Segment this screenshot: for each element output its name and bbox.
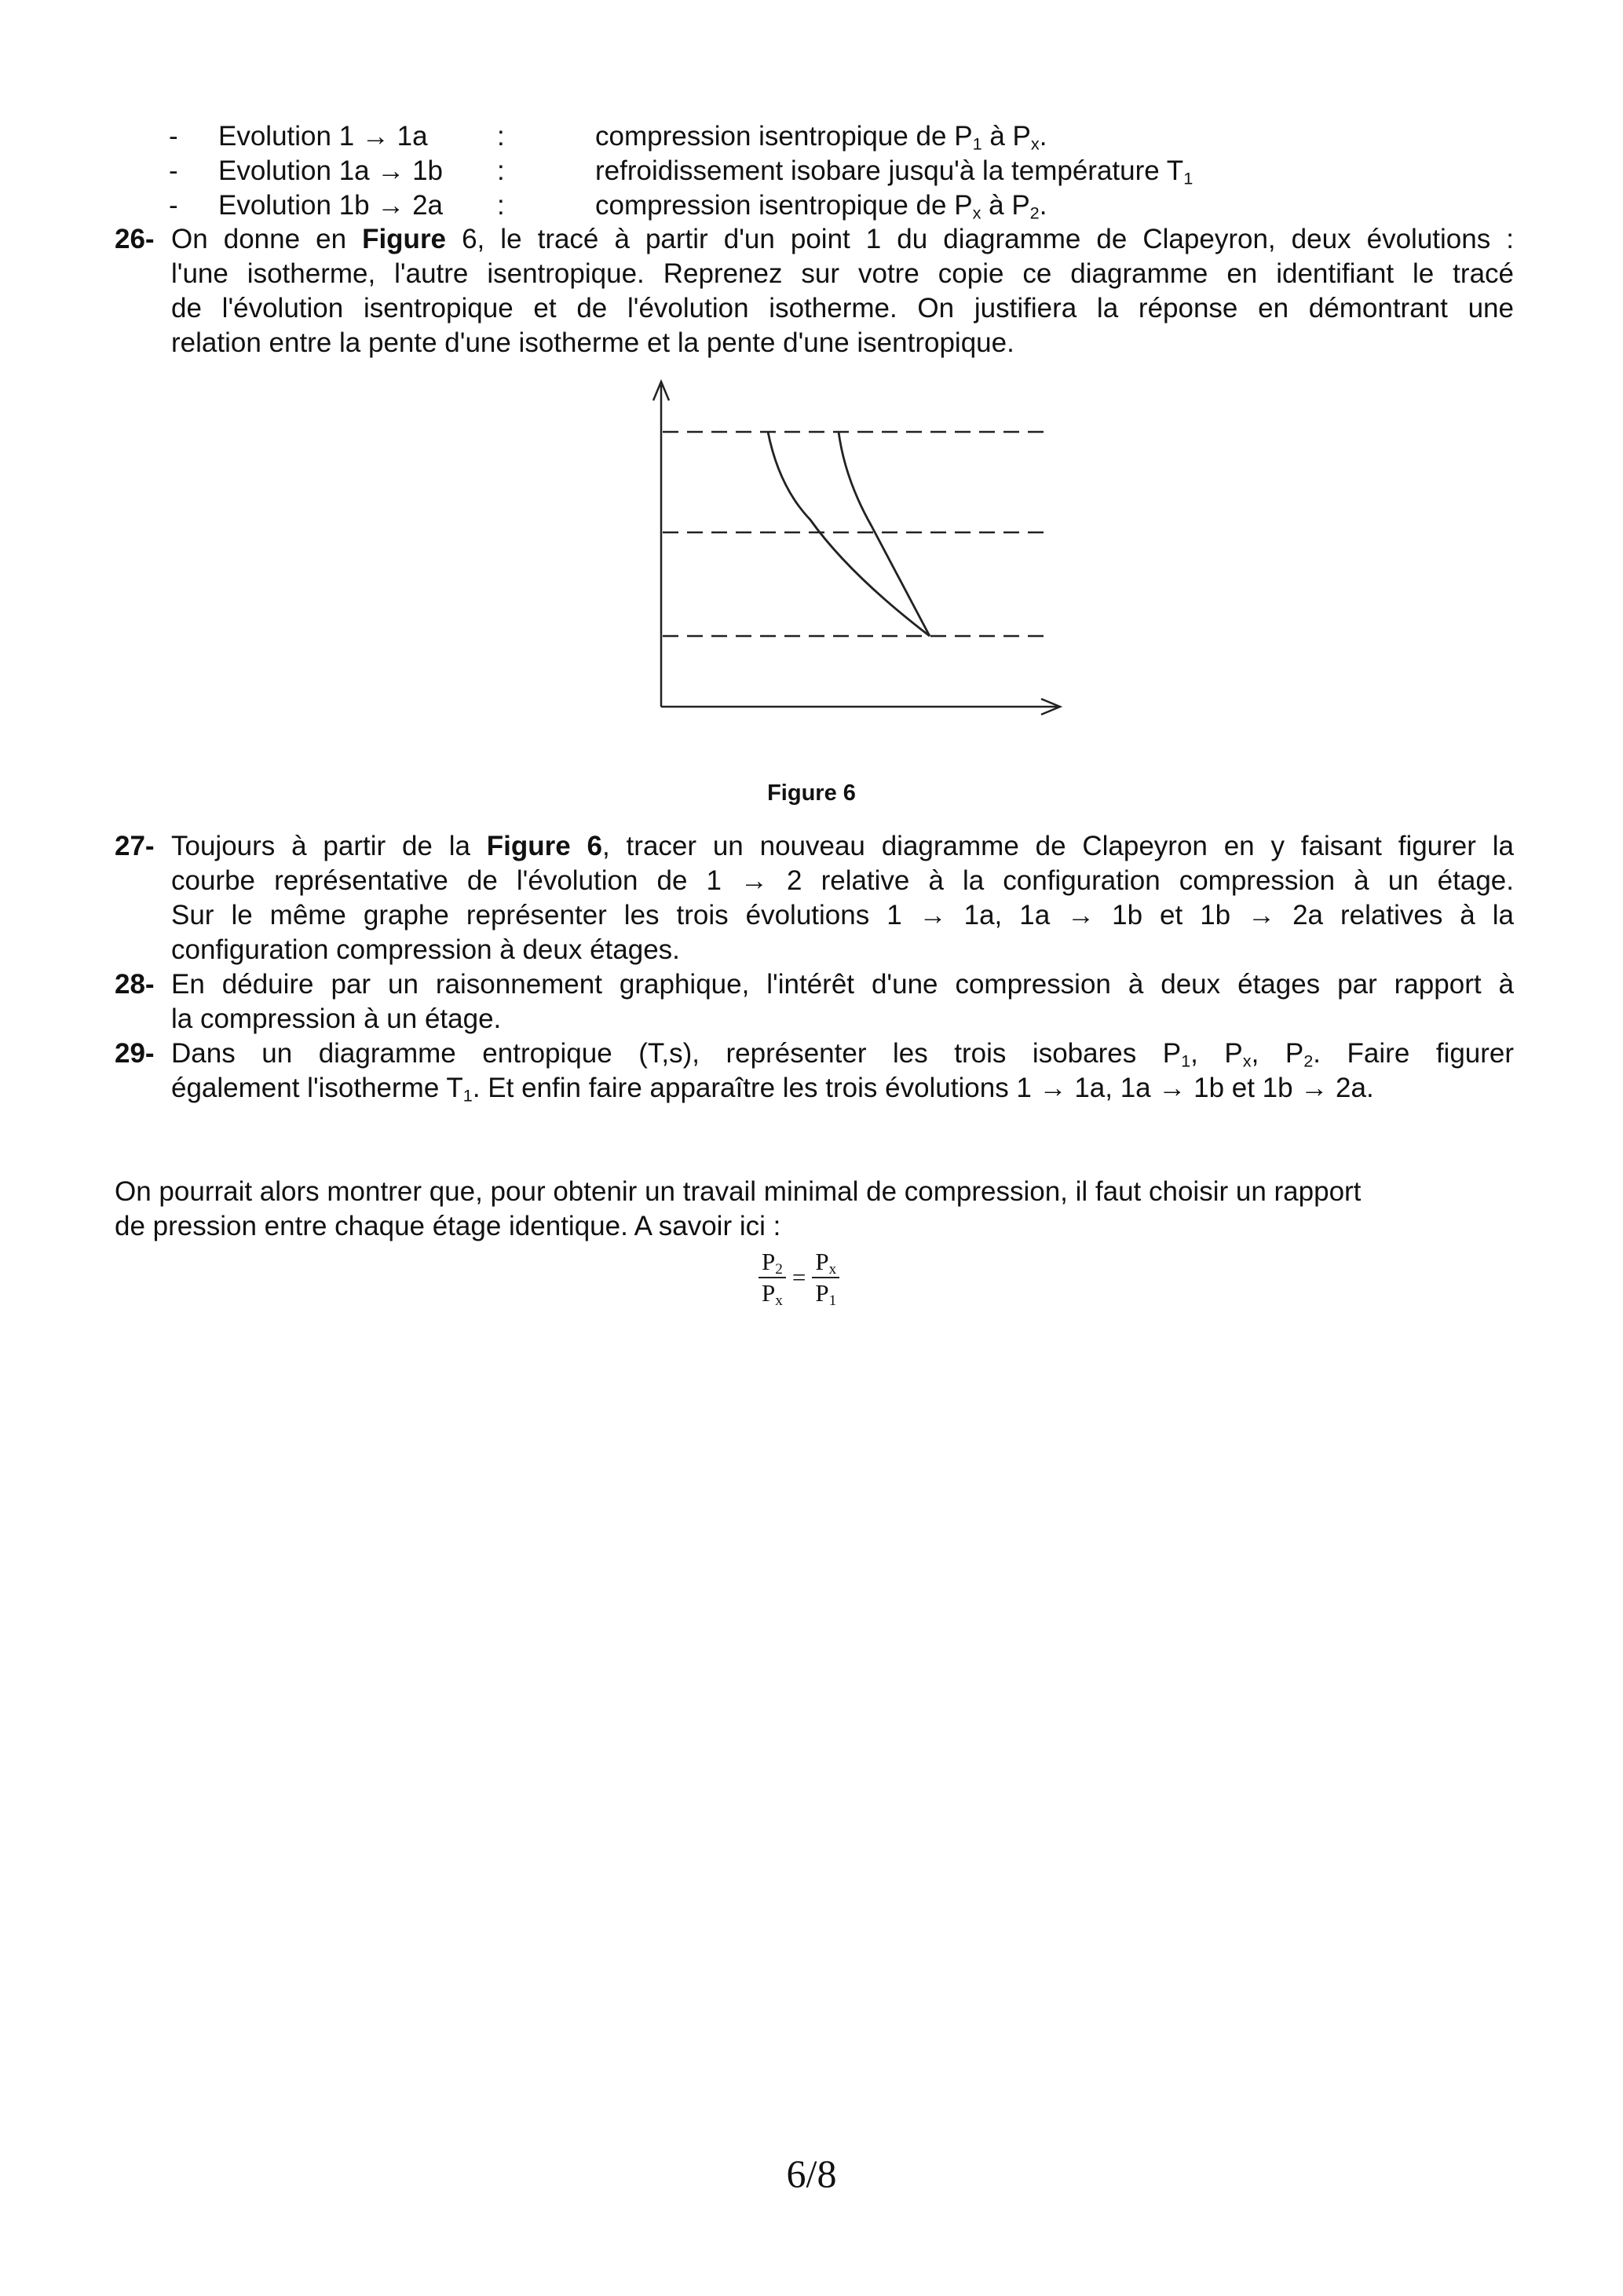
question-number-28: 28- [115, 969, 155, 1000]
evolution-description: refroidissement isobare jusqu'à la température $T_1$ [595, 155, 1193, 188]
question-number-29: 29- [115, 1038, 155, 1069]
evolution-label: Evolution 1a → 1b [218, 155, 444, 186]
question-number-26: 26- [115, 224, 155, 254]
closing-paragraph: On pourrait alors montrer que, pour obtenir un travail minimal de compression, il faut choisir un rapport de pression entre chaque étage identique. A savoir ici : [115, 1176, 1362, 1241]
list-bullet: - [169, 121, 178, 152]
question-29-text: Dans un diagramme entropique (T,s), représenter les trois isobares $P_1$, $P_x$, $P_2$. Faire figurer également l'isotherme $T_1$. Et enfin faire apparaître les trois évolutions 1 → 1a, 1a → 1b et 1b → 2a. [171, 1038, 1515, 1106]
evolution-colon: : [497, 155, 505, 186]
evolution-colon: : [497, 190, 505, 221]
question-28-text: En déduire par un raisonnement graphique, l'intérêt d'une compression à deux étages par rapport à la compression à un étage. [171, 969, 1514, 1034]
list-bullet: - [169, 190, 178, 221]
evolution-description: compression isentropique de $P_x$ à $P_2$. [595, 190, 1047, 223]
curve-left [768, 432, 930, 636]
fraction-right: $\frac{P_x}{P_1}$ [812, 1249, 839, 1307]
question-26-text: On donne en Figure 6, le tracé à partir d'un point 1 du diagramme de Clapeyron, deux évolutions : l'une isotherme, l'autre isentropique. Reprenez sur votre copie ce diagramme en identifiant le tracé de l'évolution isentropique et de l'évolution isotherme. On justifiera la réponse en démontrant une relation entre la pente d'une isotherme et la pente d'une isentropique. [171, 224, 1514, 358]
evolution-description: compression isentropique de $P_1$ à $P_x$. [595, 121, 1047, 154]
page-number: 6/8 [786, 2152, 837, 2195]
evolution-colon: : [497, 121, 505, 152]
fraction-left: $\frac{P_2}{P_x}$ [758, 1249, 786, 1307]
figure-caption: Figure 6 [767, 781, 856, 806]
figure-6-clapeyron-diagram [644, 369, 1084, 730]
question-27-text: Toujours à partir de la Figure 6, tracer un nouveau diagramme de Clapeyron en y faisant figurer la courbe représentative de l'évolution de 1 → 2 relative à la configuration compression à un étage. Sur le même graphe représenter les trois évolutions 1 → 1a, 1a → 1b et 1b → 2a relatives à la configuration compression à deux étages. [171, 831, 1514, 965]
pressure-ratio-formula [758, 1249, 839, 1307]
curve-right [839, 432, 930, 636]
evolution-label: Evolution 1b → 2a [218, 190, 444, 221]
equals-sign: = [791, 1263, 806, 1291]
question-number-27: 27- [115, 831, 155, 861]
evolution-label: Evolution 1 → 1a [218, 121, 428, 152]
list-bullet: - [169, 155, 178, 186]
